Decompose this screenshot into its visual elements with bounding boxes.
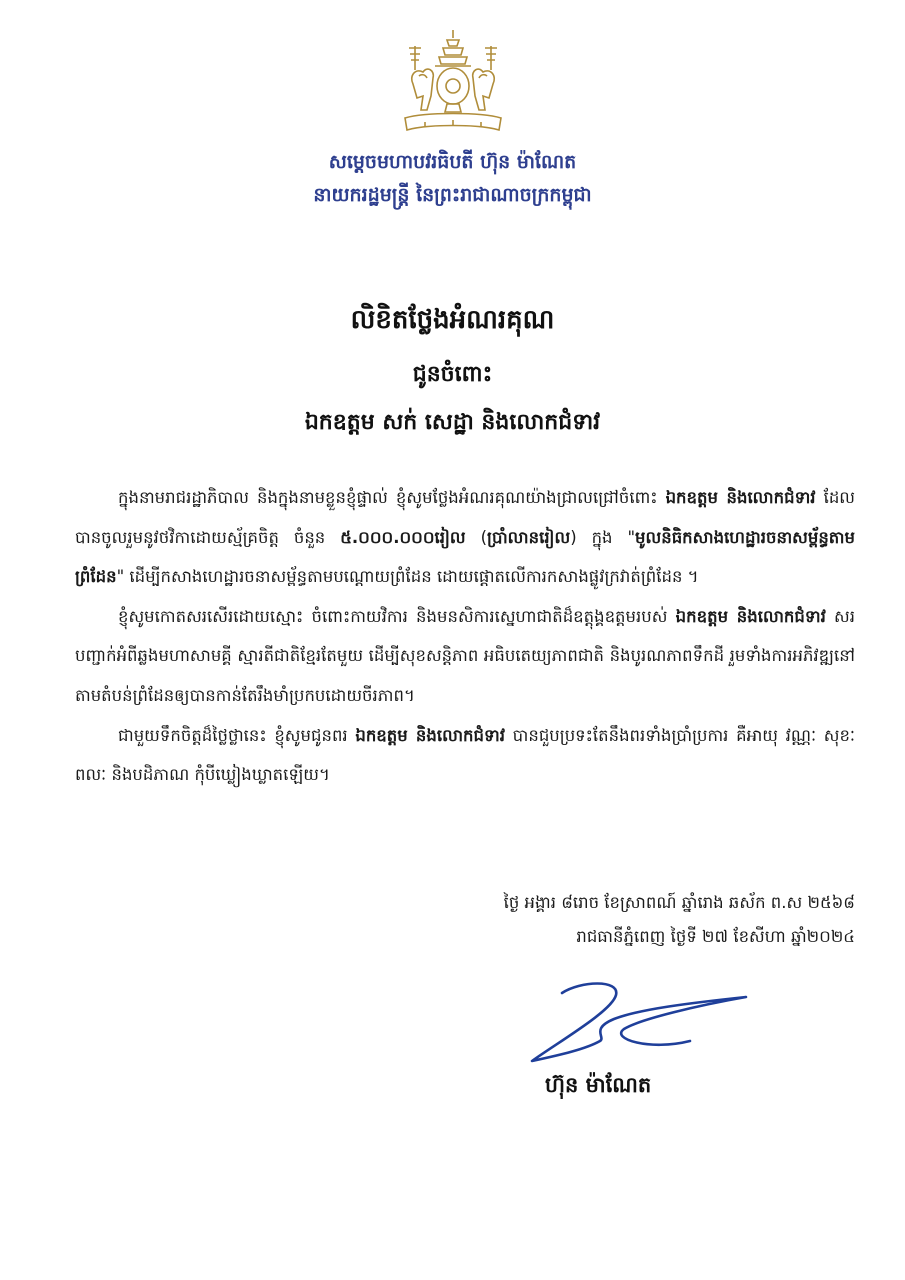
p2-recipient: ឯកឧត្តម និងលោកជំទាវ <box>675 606 826 626</box>
p1-text-c: ដែលបានចូលរួមនូវថវិកាដោយស្ម័គ្រចិត្ត ចំនួន <box>75 488 855 547</box>
p3-text-a: ជាមួយទឹកចិត្តដ៏ថ្លៃថ្លានេះ ខ្ញុំសូមជូនពរ <box>118 725 356 745</box>
paragraph-1 <box>75 478 855 597</box>
p3-recipient: ឯកឧត្តម និងលោកជំទាវ <box>355 725 505 745</box>
lunar-date: ថ្ងៃ អង្គារ ៨រោច ខែស្រាពណ៍ ឆ្នាំរោង ឆស័ក ព.ស ២៥៦៨ <box>503 893 855 912</box>
addressee-label: ជូនចំពោះ <box>412 362 493 387</box>
p1-text-i: " ដើម្បីកសាងហេដ្ឋារចនាសម្ព័ន្ធតាមបណ្តោយព្រំដែន ដោយផ្តោតលើការកសាងផ្លូវក្រវាត់ព្រំដែន ។ <box>116 567 699 587</box>
sender-name: សម្តេចមហាបវរធិបតី ហ៊ុន ម៉ាណែត <box>328 151 577 173</box>
royal-emblem-icon <box>395 26 511 138</box>
sender-title: នាយករដ្ឋមន្ត្រី នៃព្រះរាជាណាចក្រកម្ពុជា <box>313 184 592 206</box>
p1-text-a: ក្នុងនាមរាជរដ្ឋាភិបាល និងក្នុងនាមខ្លួនខ្ញុំផ្ទាល់ ខ្ញុំសូមថ្លែងអំណរគុណយ៉ាងជ្រាលជ្រៅចំពោះ <box>118 488 666 507</box>
solar-date: រាជធានីភ្នំពេញ ថ្ងៃទី ២៧ ខែសីហា ឆ្នាំ២០២៤ <box>576 927 855 946</box>
p2-text-c: សរបញ្ជាក់អំពីឆ្លងមហាសាមគ្គី ស្មារតីជាតិខ្មែរតែមួយ ដើម្បីសុខសន្តិភាព អធិបតេយ្យភាពជាតិ និងបូរណភាពទឹកដី រួមទាំងការអភិវឌ្ឍនៅតាមតំបន់ព្រំដែនឲ្យបានកាន់តែរឹងមាំប្រកបដោយចីរភាព។ <box>75 606 855 705</box>
paragraph-3 <box>75 716 855 795</box>
handwritten-signature <box>520 975 770 1070</box>
letter-body <box>75 478 855 795</box>
p1-amount: ៥.០០០.០០០រៀល <box>340 527 466 547</box>
signer-name: ហ៊ុន ម៉ាណែត <box>545 1073 652 1097</box>
paragraph-2 <box>75 597 855 716</box>
letter-title: លិខិតថ្លែងអំណរគុណ <box>350 305 555 335</box>
p1-recipient: ឯកឧត្តម និងលោកជំទាវ <box>665 488 816 507</box>
p1-text-e: ( <box>465 527 488 547</box>
p1-amount-words: ប្រាំលានរៀល <box>487 527 571 547</box>
recipient-name: ឯកឧត្តម សក់ សេដ្ឋា និងលោកជំទាវ <box>304 410 601 435</box>
p1-fund-name: មូលនិធិកសាងហេដ្ឋារចនាសម្ព័ន្ធតាមព្រំដែន <box>75 527 855 587</box>
p1-text-g: ) ក្នុង " <box>570 527 636 547</box>
p2-text-a: ខ្ញុំសូមកោតសរសើរដោយស្មោះ ចំពោះកាយវិការ និងមនសិការស្នេហាជាតិដ៏ឧត្តុង្គឧត្តមរបស់ <box>118 606 676 626</box>
p3-text-c: បានជួបប្រទះតែនឹងពរទាំងប្រាំប្រការ គឺអាយុ វណ្ណៈ សុខៈ ពលៈ និងបដិភាណ កុំបីឃ្លៀងឃ្លាតឡើយ។ <box>75 725 856 785</box>
